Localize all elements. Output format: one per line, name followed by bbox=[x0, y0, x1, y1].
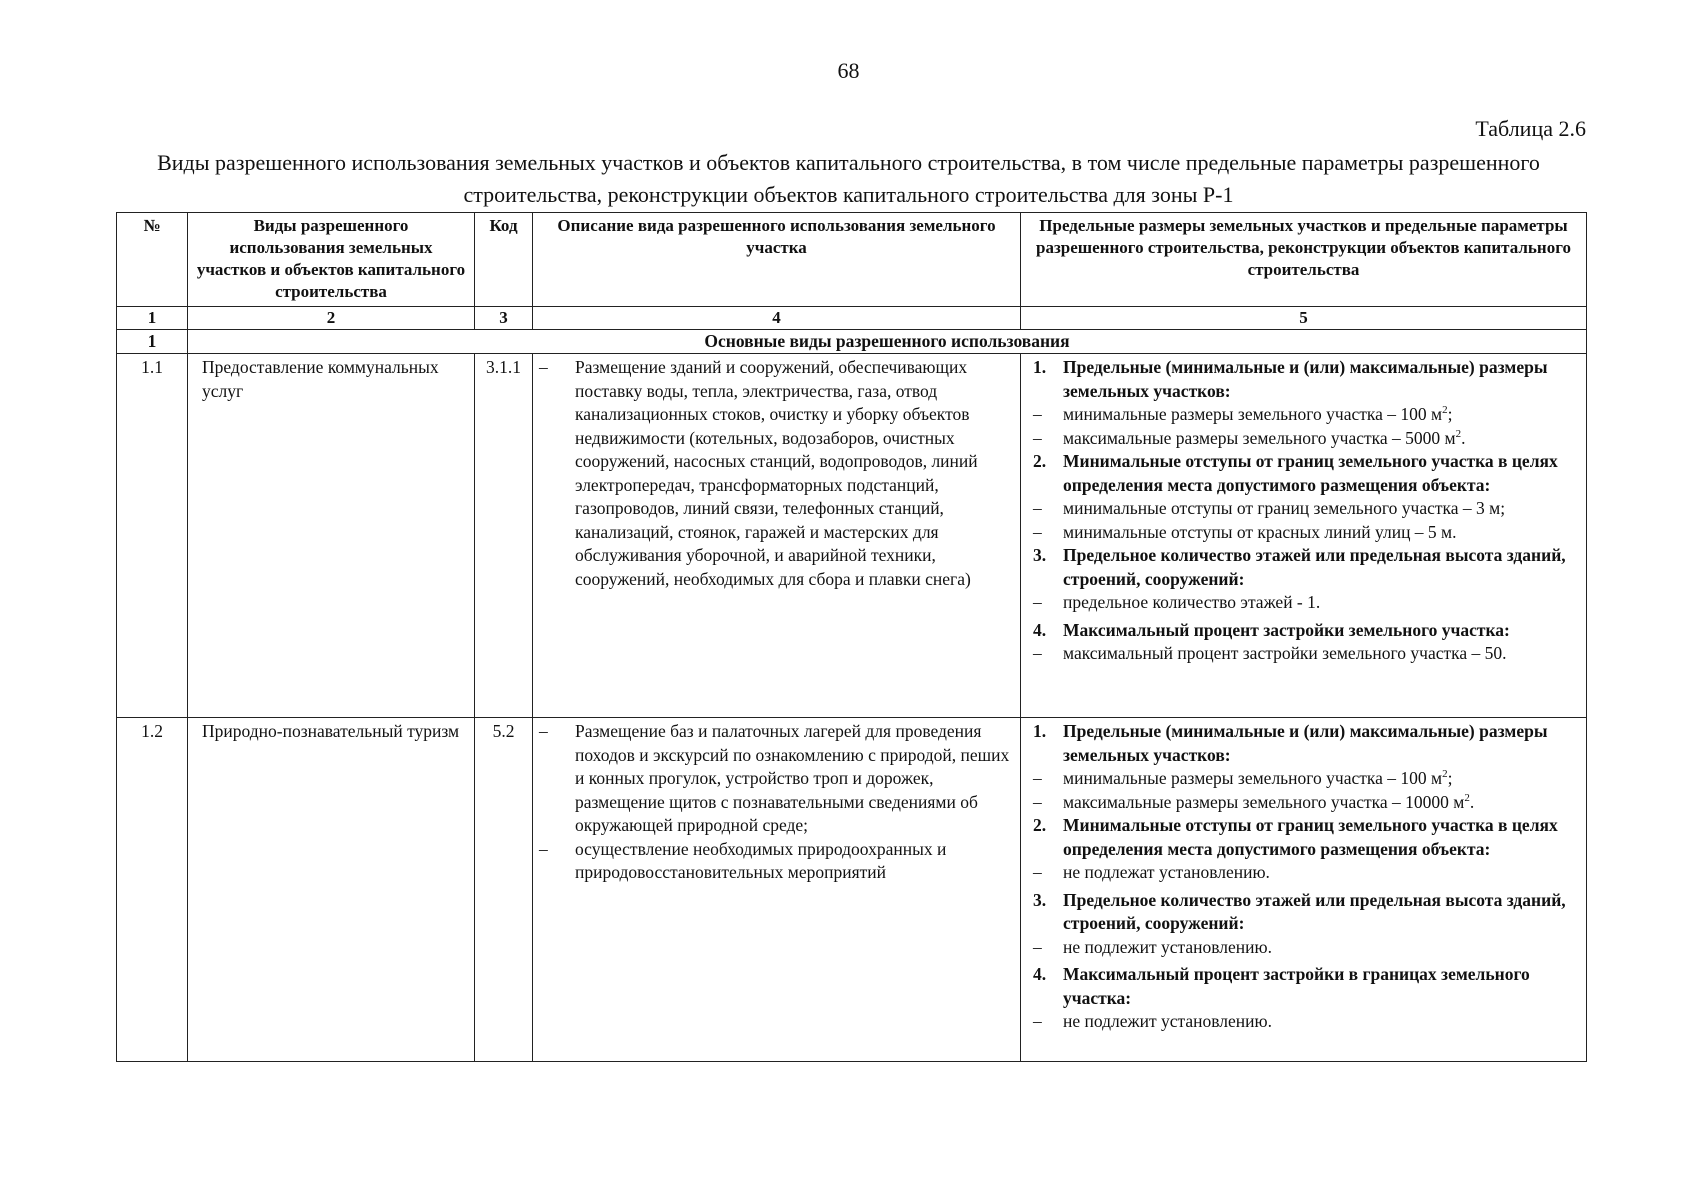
dash-marker: – bbox=[1033, 521, 1042, 542]
column-number: 1 bbox=[117, 307, 188, 330]
dash-marker: – bbox=[1033, 592, 1042, 612]
param-item bbox=[1033, 936, 1580, 960]
param-item-text: максимальный процент застройки земельного участка – 50. bbox=[1063, 643, 1507, 663]
param-item-text: максимальные размеры земельного участка – 5000 $м^2$. bbox=[1063, 427, 1466, 448]
param-item bbox=[1033, 642, 1580, 666]
param-item bbox=[1033, 791, 1580, 815]
param-item-text: минимальные размеры земельного участка – 100 $м^2$; bbox=[1063, 404, 1453, 424]
dash-marker: – bbox=[1033, 498, 1042, 518]
param-item-text: минимальные отступы от красных линий улиц – 5 м. bbox=[1063, 521, 1457, 542]
column-number: 2 bbox=[188, 307, 475, 330]
param-heading-number: 4. bbox=[1033, 964, 1047, 984]
param-heading bbox=[1033, 544, 1580, 591]
param-heading bbox=[1033, 963, 1580, 1010]
param-item bbox=[1033, 427, 1580, 451]
param-heading-number: 3. bbox=[1033, 889, 1047, 910]
param-heading-text: Предельное количество этажей или предельная высота зданий, строений, сооружений: bbox=[1063, 545, 1566, 589]
dash-marker: – bbox=[1033, 862, 1042, 882]
param-heading-number: 1. bbox=[1033, 721, 1047, 741]
dash-marker: – bbox=[1033, 936, 1042, 957]
table-row bbox=[117, 718, 1587, 1062]
dash-marker: – bbox=[1033, 768, 1042, 788]
row-kind: Природно-познавательный туризм bbox=[188, 718, 475, 1062]
section-number: 1 bbox=[117, 330, 188, 354]
description-text: Размещение зданий и сооружений, обеспечивающих поставку воды, тепла, электричества, газа, отвод канализационных стоков, очистку и уборку объектов недвижимости (котельных, водозаборов, очистных сооружений, насосных станций, водопроводов, линий электропередач, трансформаторных подстанций, газопроводов, линий связи, телефонных станций, канализаций, стоянок, гаражей и мастерских для обслуживания уборочной, и аварийной техники, сооружений, необходимых для сбора и плавки снега) bbox=[575, 357, 978, 589]
row-code: 3.1.1 bbox=[475, 354, 533, 718]
zoning-table bbox=[116, 212, 1587, 1062]
table-row bbox=[117, 354, 1587, 718]
param-item bbox=[1033, 1010, 1580, 1034]
param-heading bbox=[1033, 720, 1580, 767]
header-kind: Виды разрешенного использования земельных участков и объектов капитального строительства bbox=[188, 213, 475, 307]
param-heading bbox=[1033, 356, 1580, 403]
param-item-text: не подлежат установлению. bbox=[1063, 862, 1270, 882]
param-heading-text: Минимальные отступы от границ земельного участка в целях определения места допустимого размещения объекта: bbox=[1063, 815, 1558, 859]
table-title: Виды разрешенного использования земельных участков и объектов капитального строительства, в том числе предельные параметры разрешенного строительства, реконструкции объектов капитального строительства для зоны Р-1 bbox=[157, 150, 1540, 207]
header-params: Предельные размеры земельных участков и предельные параметры разрешенного строительства, реконструкции объектов капитального строительства bbox=[1021, 213, 1587, 307]
param-heading bbox=[1033, 450, 1580, 497]
dash-marker: – bbox=[1033, 1011, 1042, 1031]
param-item bbox=[1033, 497, 1580, 521]
param-heading-number: 1. bbox=[1033, 357, 1047, 377]
list-item bbox=[539, 720, 1014, 838]
param-item-text: не подлежит установлению. bbox=[1063, 1011, 1272, 1031]
header-code: Код bbox=[475, 213, 533, 307]
param-heading bbox=[1033, 889, 1580, 936]
param-heading-number: 2. bbox=[1033, 451, 1047, 471]
param-heading-text: Минимальные отступы от границ земельного участка в целях определения места допустимого размещения объекта: bbox=[1063, 451, 1558, 495]
column-number: 4 bbox=[533, 307, 1021, 330]
page-number: 68 bbox=[837, 58, 860, 83]
row-number: 1.1 bbox=[117, 354, 188, 718]
param-heading-number: 4. bbox=[1033, 619, 1047, 640]
param-item bbox=[1033, 521, 1580, 545]
column-number: 5 bbox=[1021, 307, 1587, 330]
row-params bbox=[1021, 354, 1587, 718]
row-description bbox=[533, 718, 1021, 1062]
description-text: Размещение баз и палаточных лагерей для проведения походов и экскурсий по ознакомлению с природой, пеших и конных прогулок, устройство троп и дорожек, размещение щитов с познавательными сведениями об окружающей природной среде; bbox=[575, 721, 1010, 835]
description-text: осуществление необходимых природоохранных и природовосстановительных мероприятий bbox=[575, 838, 947, 882]
list-item bbox=[539, 838, 1014, 885]
column-number: 3 bbox=[475, 307, 533, 330]
dash-marker: – bbox=[1033, 404, 1042, 424]
param-item bbox=[1033, 591, 1580, 615]
table-label: Таблица 2.6 bbox=[1475, 116, 1586, 141]
row-code: 5.2 bbox=[475, 718, 533, 1062]
param-heading-text: Предельные (минимальные и (или) максимальные) размеры земельных участков: bbox=[1063, 721, 1548, 765]
dash-marker: – bbox=[539, 357, 548, 377]
param-item-text: предельное количество этажей - 1. bbox=[1063, 592, 1321, 612]
section-row bbox=[117, 330, 1587, 354]
param-item-text: не подлежит установлению. bbox=[1063, 936, 1272, 957]
row-description bbox=[533, 354, 1021, 718]
dash-marker: – bbox=[539, 838, 548, 859]
row-number: 1.2 bbox=[117, 718, 188, 1062]
param-heading-text: Максимальный процент застройки в границах земельного участка: bbox=[1063, 964, 1530, 1008]
row-kind: Предоставление коммунальных услуг bbox=[188, 354, 475, 718]
column-numbers-row bbox=[117, 307, 1587, 330]
param-heading-text: Предельное количество этажей или предельная высота зданий, строений, сооружений: bbox=[1063, 889, 1566, 933]
param-item bbox=[1033, 767, 1580, 791]
param-item-text: максимальные размеры земельного участка – 10000 $м^2$. bbox=[1063, 791, 1475, 812]
param-item-text: минимальные отступы от границ земельного участка – 3 м; bbox=[1063, 498, 1506, 518]
dash-marker: – bbox=[1033, 643, 1042, 663]
param-item-text: минимальные размеры земельного участка – 100 $м^2$; bbox=[1063, 768, 1453, 788]
dash-marker: – bbox=[1033, 791, 1042, 812]
section-title: Основные виды разрешенного использования bbox=[188, 330, 1587, 354]
param-item bbox=[1033, 403, 1580, 427]
row-params bbox=[1021, 718, 1587, 1062]
header-num: № bbox=[117, 213, 188, 307]
param-item bbox=[1033, 861, 1580, 885]
param-heading bbox=[1033, 814, 1580, 861]
table-header-row bbox=[117, 213, 1587, 307]
dash-marker: – bbox=[1033, 427, 1042, 448]
dash-marker: – bbox=[539, 721, 548, 741]
list-item bbox=[539, 356, 1014, 591]
param-heading bbox=[1033, 619, 1580, 643]
param-heading-text: Максимальный процент застройки земельного участка: bbox=[1063, 619, 1510, 640]
header-description: Описание вида разрешенного использования земельного участка bbox=[533, 213, 1021, 307]
param-heading-number: 2. bbox=[1033, 815, 1047, 835]
param-heading-text: Предельные (минимальные и (или) максимальные) размеры земельных участков: bbox=[1063, 357, 1548, 401]
param-heading-number: 3. bbox=[1033, 545, 1047, 565]
